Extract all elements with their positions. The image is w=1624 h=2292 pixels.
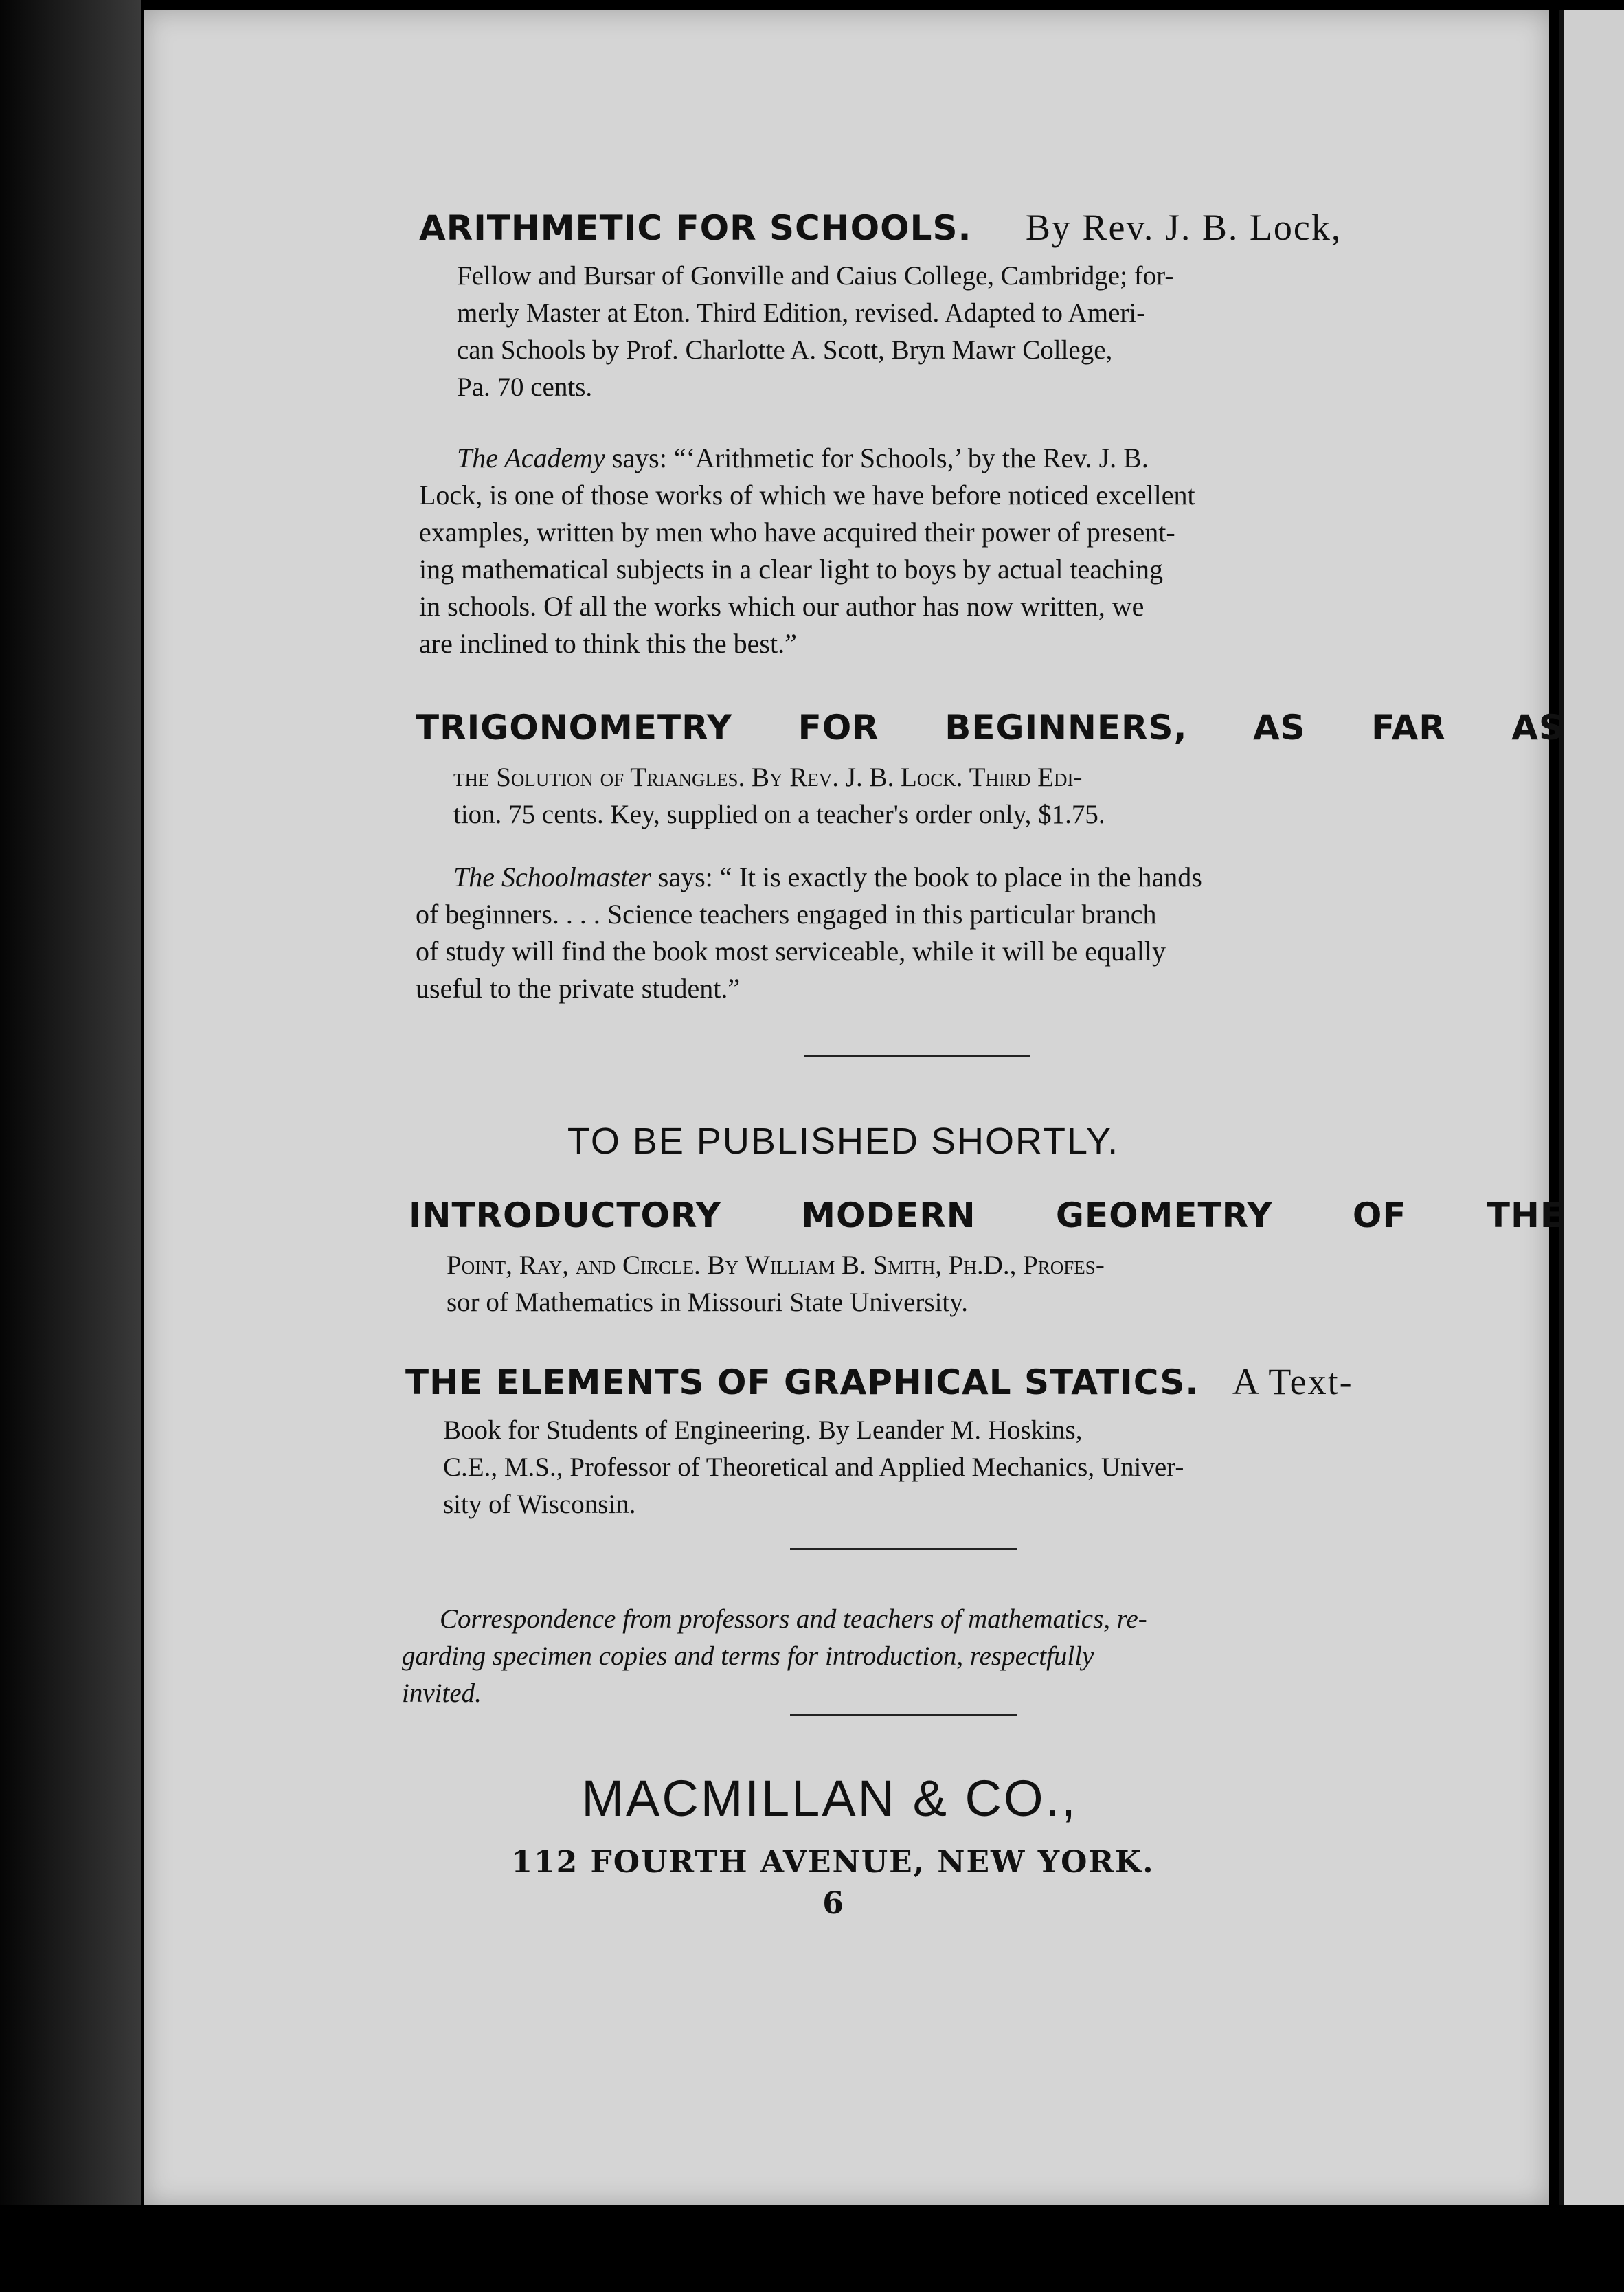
trigonometry-desc-line: tion. 75 cents. Key, supplied on a teacher's order only, $1.75. [453,800,1105,829]
correspondence-line: invited. [402,1678,482,1708]
book-page [144,10,1564,2205]
arithmetic-review-line: ing mathematical subjects in a clear light to boys by actual teaching [419,554,1163,585]
correspondence-line: garding specimen copies and terms for introduction, respectfully [402,1641,1094,1671]
arithmetic-review-line: Lock, is one of those works of which we have before noticed excellent [419,480,1195,510]
arithmetic-desc-line: can Schools by Prof. Charlotte A. Scott, Bryn Mawr College, [457,335,1113,365]
trigonometry-review-line: useful to the private student.” [416,973,741,1004]
statics-description [443,1412,1563,1523]
arithmetic-review-line: examples, written by men who have acquired their power of present- [419,517,1175,548]
arithmetic-review [419,440,1566,662]
trigonometry-review-source: The Schoolmaster [453,862,651,892]
geometry-desc-line: Point, Ray, and Circle. By William B. Smith, Ph.D., Profes- [447,1250,1105,1280]
arithmetic-entry-heading [419,206,1342,249]
arithmetic-review-line: in schools. Of all the works which our author has now written, we [419,591,1144,622]
section-divider [790,1714,1017,1716]
trigonometry-description [453,759,1563,833]
arithmetic-author: By Rev. J. B. Lock, [1025,207,1342,248]
arithmetic-title: ARITHMETIC FOR SCHOOLS. [419,208,972,248]
arithmetic-desc-line: merly Master at Eton. Third Edition, revised. Adapted to Ameri- [457,298,1146,328]
trigonometry-desc-line: the Solution of Triangles. By Rev. J. B. Lock. Third Edi- [453,763,1083,792]
correspondence-line: Correspondence from professors and teachers of mathematics, re- [440,1604,1147,1634]
arithmetic-desc-line: Pa. 70 cents. [457,372,593,402]
arithmetic-review-source: The Academy [457,442,605,473]
geometry-title: INTRODUCTORY MODERN GEOMETRY OF THE [409,1195,1564,1235]
forthcoming-heading: TO BE PUBLISHED SHORTLY. [567,1121,1120,1162]
statics-title: THE ELEMENTS OF GRAPHICAL STATICS. [405,1362,1199,1402]
statics-desc-line: C.E., M.S., Professor of Theoretical and Applied Mechanics, Univer- [443,1452,1184,1482]
arithmetic-review-line: says: “‘Arithmetic for Schools,’ by the Rev. J. B. [611,442,1149,473]
publisher-name: MACMILLAN & CO., [581,1770,1078,1827]
scan-left-border [0,0,141,2292]
trigonometry-review [416,859,1563,1007]
arithmetic-description [457,258,1566,406]
trigonometry-review-line: of beginners. . . . Science teachers engaged in this particular branch [416,899,1157,930]
statics-title-tail: A Text- [1232,1361,1353,1402]
section-divider [790,1548,1017,1550]
geometry-desc-line: sor of Mathematics in Missouri State University. [447,1288,968,1317]
trigonometry-title: TRIGONOMETRY FOR BEGINNERS, AS FAR AS [416,708,1564,748]
section-divider [804,1055,1030,1057]
trigonometry-review-line: of study will find the book most serviceable, while it will be equally [416,936,1166,967]
statics-entry-heading [405,1360,1353,1403]
page-number: 6 [822,1886,844,1921]
scan-bottom-border [0,2205,1624,2292]
geometry-description [447,1247,1563,1321]
correspondence-note [402,1601,1556,1712]
statics-desc-line: sity of Wisconsin. [443,1490,636,1519]
arithmetic-desc-line: Fellow and Bursar of Gonville and Caius College, Cambridge; for- [457,261,1174,291]
arithmetic-review-line: are inclined to think this the best.” [419,628,797,659]
publisher-address: 112 FOURTH AVENUE, NEW YORK. [511,1845,1155,1880]
adjacent-page-edge [1559,10,1624,2205]
trigonometry-review-line: says: “ It is exactly the book to place in the hands [657,862,1202,892]
statics-desc-line: Book for Students of Engineering. By Leander M. Hoskins, [443,1415,1083,1445]
